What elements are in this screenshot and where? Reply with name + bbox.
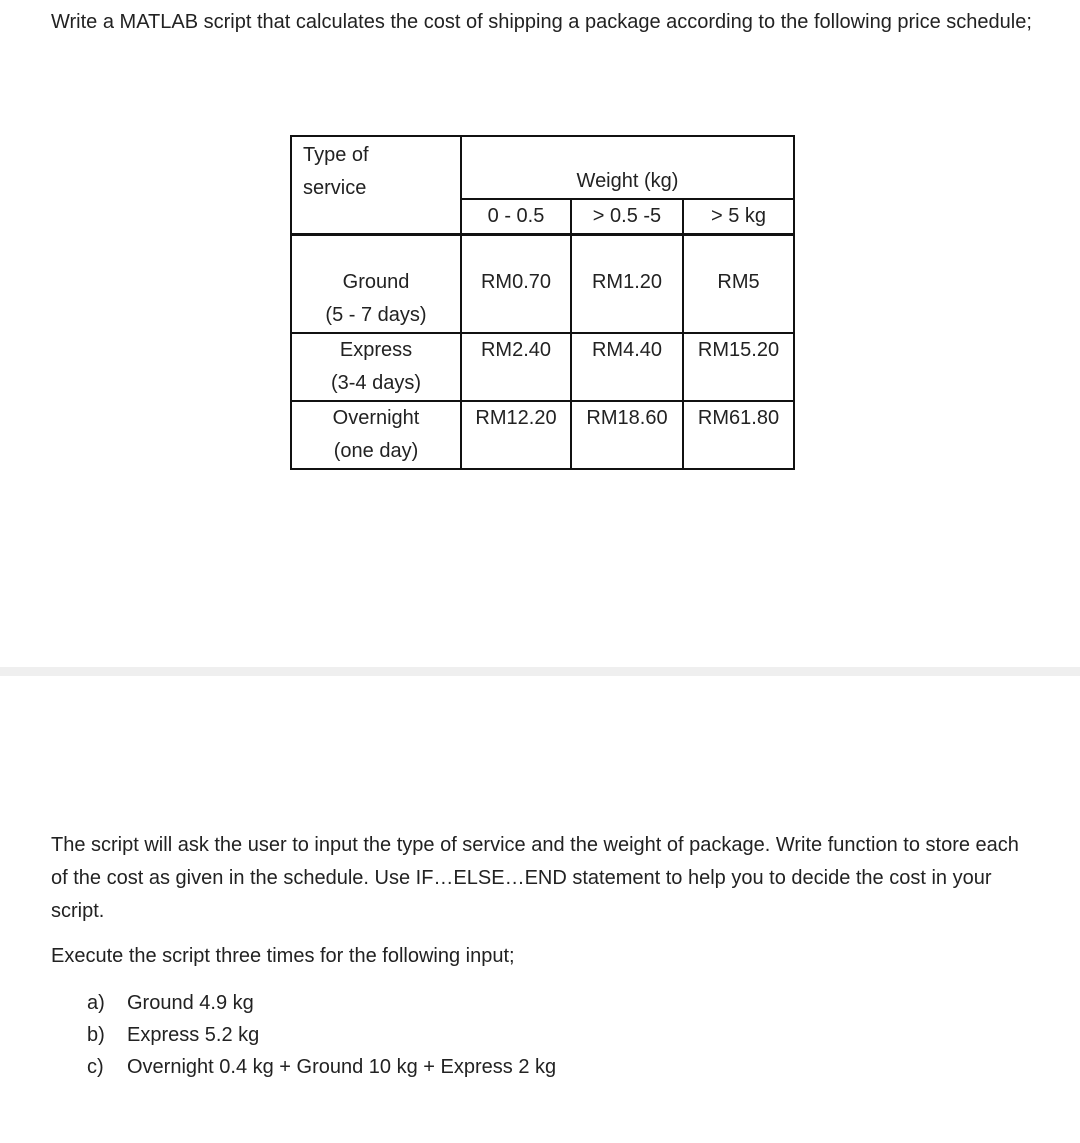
- price-cell: RM15.20: [683, 333, 794, 401]
- price-cell: RM5: [683, 235, 794, 334]
- list-item: [87, 1051, 556, 1083]
- table-row: [291, 333, 794, 401]
- price-cell: RM2.40: [461, 333, 571, 401]
- list-text: Overnight 0.4 kg + Ground 10 kg + Express 2 kg: [127, 1056, 557, 1078]
- input-list: [87, 987, 556, 1083]
- list-marker: c): [87, 1056, 104, 1078]
- type-of-service-header: [291, 136, 461, 235]
- price-cell: RM61.80: [683, 401, 794, 469]
- table-row: [291, 401, 794, 469]
- price-cell: RM18.60: [571, 401, 683, 469]
- service-name: Ground: [342, 271, 410, 293]
- table-row: [291, 235, 794, 334]
- range-header: > 5 kg: [683, 199, 794, 235]
- service-days: (one day): [333, 440, 419, 462]
- weight-header: Weight (kg): [461, 136, 794, 199]
- service-name: Overnight: [332, 407, 420, 429]
- price-cell: RM12.20: [461, 401, 571, 469]
- question-intro: Write a MATLAB script that calculates the cost of shipping a package according to the following price schedule;: [51, 11, 1032, 33]
- list-item: [87, 987, 556, 1019]
- type-header-line1: Type of: [303, 144, 369, 166]
- price-schedule-table: [290, 135, 795, 470]
- service-cell: [291, 235, 461, 334]
- execute-instruction: Execute the script three times for the following input;: [51, 945, 515, 967]
- list-text: Express 5.2 kg: [127, 1024, 260, 1046]
- task-description: The script will ask the user to input the type of service and the weight of package. Write function to store each of the cost as given in the schedule. Use IF…ELSE…END statement to help you to decide the cost in your script.: [51, 834, 1019, 922]
- price-cell: RM1.20: [571, 235, 683, 334]
- service-days: (3-4 days): [330, 372, 422, 394]
- range-header: 0 - 0.5: [461, 199, 571, 235]
- price-cell: RM0.70: [461, 235, 571, 334]
- range-header: > 0.5 -5: [571, 199, 683, 235]
- service-cell: [291, 333, 461, 401]
- section-divider: [0, 667, 1080, 676]
- price-cell: RM4.40: [571, 333, 683, 401]
- service-days: (5 - 7 days): [325, 304, 427, 326]
- service-name: Express: [339, 339, 413, 361]
- service-cell: [291, 401, 461, 469]
- list-text: Ground 4.9 kg: [127, 992, 254, 1014]
- list-marker: b): [87, 1024, 105, 1046]
- type-header-line2: service: [303, 177, 367, 199]
- list-marker: a): [87, 992, 105, 1014]
- list-item: [87, 1019, 556, 1051]
